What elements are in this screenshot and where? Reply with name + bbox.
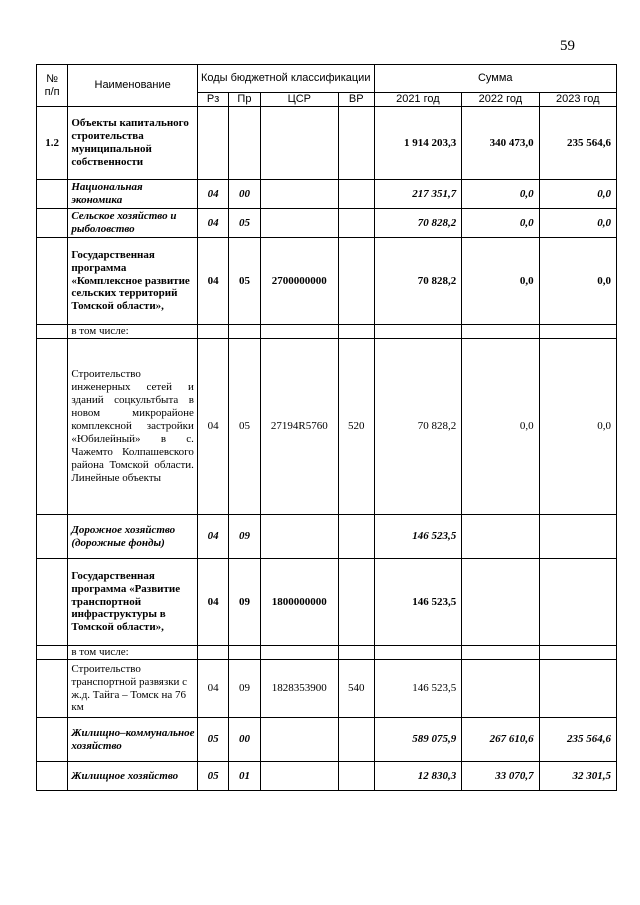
header-vr: ВР — [338, 93, 374, 107]
row-name: Строительство инженерных сетей и зданий соцкультбыта в новом микрорайоне комплексной застройки «Юбилейный» в с. Чажемто Колпашевского района Томской области. Линейные объекты — [68, 339, 198, 515]
row-name: в том числе: — [68, 325, 198, 339]
row-number — [37, 339, 68, 515]
row-rz: 04 — [197, 209, 228, 238]
row-vr — [338, 209, 374, 238]
budget-table — [36, 64, 617, 791]
row-name: Сельское хозяйство и рыболовство — [68, 209, 198, 238]
row-csr — [260, 718, 338, 762]
row-sum-2021: 146 523,5 — [374, 559, 462, 646]
row-sum-2023: 0,0 — [539, 209, 616, 238]
row-vr: 520 — [338, 339, 374, 515]
table-row — [37, 325, 617, 339]
row-csr: 1800000000 — [260, 559, 338, 646]
row-number: 1.2 — [37, 107, 68, 180]
row-sum-2023: 0,0 — [539, 339, 616, 515]
row-csr: 27194R5760 — [260, 339, 338, 515]
row-pr: 01 — [229, 762, 260, 791]
row-vr: 540 — [338, 660, 374, 718]
table-row — [37, 660, 617, 718]
row-csr — [260, 762, 338, 791]
row-pr: 05 — [229, 339, 260, 515]
page-number: 59 — [560, 38, 575, 54]
row-vr — [338, 515, 374, 559]
row-sum-2023: 0,0 — [539, 180, 616, 209]
row-pr — [229, 325, 260, 339]
row-number — [37, 559, 68, 646]
row-csr: 2700000000 — [260, 238, 338, 325]
row-number — [37, 718, 68, 762]
row-rz: 04 — [197, 339, 228, 515]
header-pr: Пр — [229, 93, 260, 107]
row-sum-2023: 0,0 — [539, 238, 616, 325]
row-sum-2023: 235 564,6 — [539, 718, 616, 762]
header-name: Наименование — [68, 65, 198, 107]
table-row — [37, 762, 617, 791]
row-vr — [338, 180, 374, 209]
table-row — [37, 180, 617, 209]
header-year-2022: 2022 год — [462, 93, 539, 107]
row-number — [37, 325, 68, 339]
row-sum-2022: 33 070,7 — [462, 762, 539, 791]
row-sum-2022: 0,0 — [462, 339, 539, 515]
row-pr: 09 — [229, 515, 260, 559]
row-csr — [260, 180, 338, 209]
row-pr — [229, 646, 260, 660]
row-sum-2022: 0,0 — [462, 209, 539, 238]
row-pr — [229, 107, 260, 180]
row-rz — [197, 325, 228, 339]
row-rz: 05 — [197, 718, 228, 762]
row-rz — [197, 107, 228, 180]
row-pr: 00 — [229, 718, 260, 762]
row-sum-2021: 146 523,5 — [374, 660, 462, 718]
row-csr: 1828353900 — [260, 660, 338, 718]
row-sum-2022 — [462, 325, 539, 339]
table-row — [37, 209, 617, 238]
row-rz: 04 — [197, 660, 228, 718]
row-sum-2021: 1 914 203,3 — [374, 107, 462, 180]
header-number: № п/п — [37, 65, 68, 107]
row-vr — [338, 718, 374, 762]
row-rz — [197, 646, 228, 660]
row-name: Жилищное хозяйство — [68, 762, 198, 791]
row-number — [37, 515, 68, 559]
row-csr — [260, 325, 338, 339]
row-rz: 04 — [197, 238, 228, 325]
row-sum-2022: 340 473,0 — [462, 107, 539, 180]
row-sum-2023 — [539, 646, 616, 660]
table-row — [37, 646, 617, 660]
row-sum-2022 — [462, 515, 539, 559]
header-sum: Сумма — [374, 65, 617, 93]
row-pr: 05 — [229, 209, 260, 238]
row-sum-2022 — [462, 660, 539, 718]
table-row — [37, 515, 617, 559]
row-name: Государственная программа «Комплексное развитие сельских территорий Томской области», — [68, 238, 198, 325]
row-sum-2021: 217 351,7 — [374, 180, 462, 209]
row-vr — [338, 646, 374, 660]
row-csr — [260, 107, 338, 180]
row-name: Жилищно–коммунальное хозяйство — [68, 718, 198, 762]
row-csr — [260, 209, 338, 238]
row-name: Строительство транспортной развязки с ж.д. Тайга – Томск на 76 км — [68, 660, 198, 718]
row-number — [37, 209, 68, 238]
header-year-2023: 2023 год — [539, 93, 616, 107]
row-sum-2021 — [374, 646, 462, 660]
row-rz: 04 — [197, 559, 228, 646]
row-sum-2022: 0,0 — [462, 238, 539, 325]
row-pr: 00 — [229, 180, 260, 209]
row-sum-2021: 70 828,2 — [374, 238, 462, 325]
row-vr — [338, 238, 374, 325]
row-name: Объекты капитального строительства муниципальной собственности — [68, 107, 198, 180]
table-row — [37, 559, 617, 646]
row-sum-2022 — [462, 646, 539, 660]
row-sum-2022: 0,0 — [462, 180, 539, 209]
row-sum-2021: 12 830,3 — [374, 762, 462, 791]
row-pr: 09 — [229, 559, 260, 646]
row-sum-2021 — [374, 325, 462, 339]
row-sum-2023 — [539, 325, 616, 339]
row-sum-2021: 146 523,5 — [374, 515, 462, 559]
row-sum-2023: 235 564,6 — [539, 107, 616, 180]
row-name: Государственная программа «Развитие транспортной инфраструктуры в Томской области», — [68, 559, 198, 646]
row-number — [37, 180, 68, 209]
row-sum-2022: 267 610,6 — [462, 718, 539, 762]
row-number — [37, 238, 68, 325]
row-sum-2021: 70 828,2 — [374, 209, 462, 238]
table-row — [37, 107, 617, 180]
row-sum-2021: 589 075,9 — [374, 718, 462, 762]
row-vr — [338, 107, 374, 180]
row-vr — [338, 762, 374, 791]
row-rz: 05 — [197, 762, 228, 791]
row-name: Национальная экономика — [68, 180, 198, 209]
row-number — [37, 646, 68, 660]
row-vr — [338, 325, 374, 339]
table-row — [37, 339, 617, 515]
header-year-2021: 2021 год — [374, 93, 462, 107]
row-sum-2021: 70 828,2 — [374, 339, 462, 515]
row-csr — [260, 646, 338, 660]
header-rz: Рз — [197, 93, 228, 107]
row-name: Дорожное хозяйство (дорожные фонды) — [68, 515, 198, 559]
row-csr — [260, 515, 338, 559]
row-number — [37, 660, 68, 718]
table-row — [37, 238, 617, 325]
header-csr: ЦСР — [260, 93, 338, 107]
row-sum-2023: 32 301,5 — [539, 762, 616, 791]
header-budget-codes: Коды бюджетной классификации — [197, 65, 374, 93]
row-rz: 04 — [197, 180, 228, 209]
table-row — [37, 718, 617, 762]
row-number — [37, 762, 68, 791]
row-sum-2023 — [539, 559, 616, 646]
row-vr — [338, 559, 374, 646]
row-sum-2022 — [462, 559, 539, 646]
row-sum-2023 — [539, 660, 616, 718]
row-pr: 05 — [229, 238, 260, 325]
row-name: в том числе: — [68, 646, 198, 660]
row-sum-2023 — [539, 515, 616, 559]
row-pr: 09 — [229, 660, 260, 718]
row-rz: 04 — [197, 515, 228, 559]
